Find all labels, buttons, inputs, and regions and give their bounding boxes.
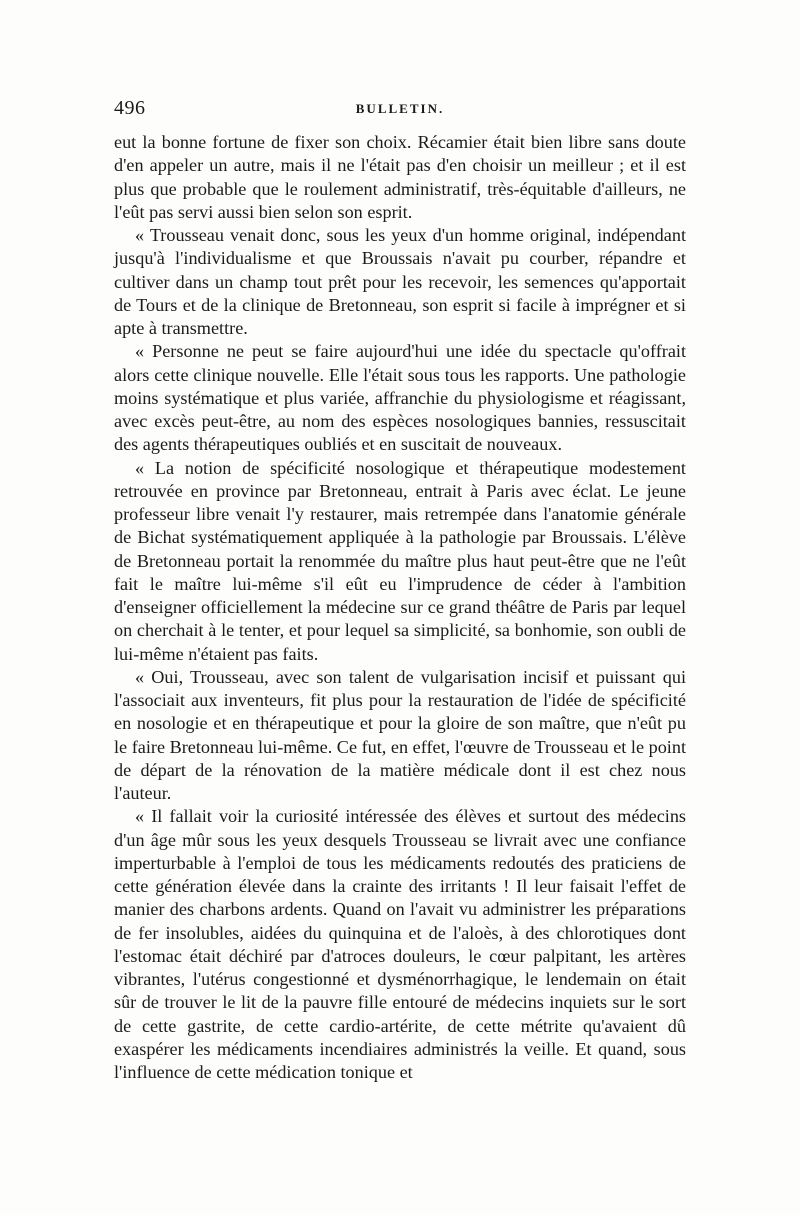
body-text	[114, 131, 686, 1084]
paragraph: « Oui, Trousseau, avec son talent de vulgarisation incisif et puissant qui l'associait aux inventeurs, fit plus pour la restauration de l'idée de spécificité en nosologie et en thérapeutique et pour la gloire de son maître, que n'eût pu le faire Bretonneau lui-même. Ce fut, en effet, l'œuvre de Trousseau et le point de départ de la rénovation de la matière médicale dont il est chez nous l'auteur.	[114, 666, 686, 803]
paragraph: « Personne ne peut se faire aujourd'hui une idée du spectacle qu'offrait alors cette clinique nouvelle. Elle l'était sous tous les rapports. Une pathologie moins systématique et plus variée, affranchie du physiologisme et réagissant, avec excès peut-être, au nom des espèces nosologiques bannies, ressuscitait des agents thérapeutiques oubliés et en suscitait de nouveaux.	[114, 341, 686, 455]
page-number: 496	[114, 97, 146, 119]
paragraph: « La notion de spécificité nosologique et thérapeutique modestement retrouvée en province par Bretonneau, entrait à Paris avec éclat. Le jeune professeur libre venait l'y restaurer, mais retrempée dans l'anatomie générale de Bichat systématiquement appliquée à la pathologie par Broussais. L'élève de Bretonneau portait la renommée du maître plus haut peut-être que ne l'eût fait le maître lui-même s'il eût eu l'imprudence de céder à l'ambition d'enseigner officiellement la médecine sur ce grand théâtre de Paris par lequel on cherchait à le tenter, et pour lequel sa simplicité, sa bonhomie, son oubli de lui-même n'étaient pas faits.	[114, 457, 686, 664]
paragraph: « Trousseau venait donc, sous les yeux d'un homme original, indépendant jusqu'à l'individualisme et que Broussais n'avait pu courber, répandre et cultiver dans un champ tout prêt pour les recevoir, les semences qu'apportait de Tours et de la clinique de Bretonneau, son esprit si facile à imprégner et si apte à transmettre.	[114, 225, 686, 338]
paragraph-continued: eut la bonne fortune de fixer son choix. Récamier était bien libre sans doute d'en appeler un autre, mais il ne l'était pas d'en choisir un meilleur ; et il est plus que probable que le roulement administratif, très-équitable d'ailleurs, ne l'eût pas servi aussi bien selon son esprit.	[114, 132, 686, 222]
paragraph: « Il fallait voir la curiosité intéressée des élèves et surtout des médecins d'un âge mûr sous les yeux desquels Trousseau se livrait avec une confiance imperturbable à l'emploi de tous les médicaments redoutés des praticiens de cette génération élevée dans la crainte des irritants ! Il leur faisait l'effet de manier des charbons ardents. Quand on l'avait vu administrer les préparations de fer insolubles, aidées du quinquina et de l'aloès, à des chlorotiques dont l'estomac était déchiré par d'atroces douleurs, le cœur palpitant, les artères vibrantes, l'utérus congestionné et dysménorrhagique, le lendemain on était sûr de trouver le lit de la pauvre fille entouré de médecins inquiets sur le sort de cette gastrite, de cette cardio-artérite, de cette métrite qu'avaient dû exaspérer les médicaments incendiaires administrés la veille. Et quand, sous l'influence de cette médication tonique et	[114, 806, 686, 1082]
page-header	[112, 97, 688, 127]
running-head: BULLETIN.	[355, 101, 445, 116]
